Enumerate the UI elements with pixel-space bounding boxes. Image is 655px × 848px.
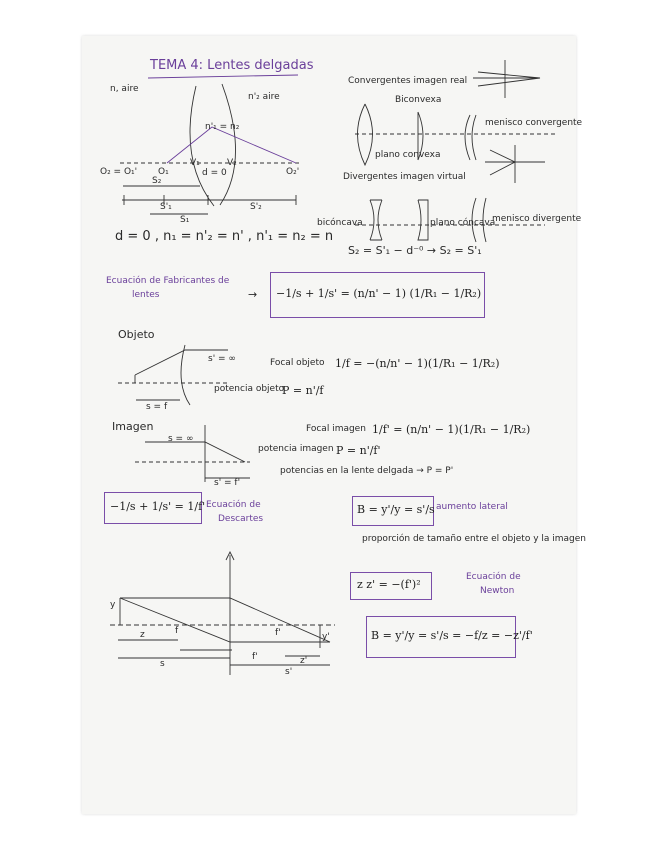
biconvex-label: Biconvexa [395,95,442,105]
point-v1: V₁ [190,158,200,168]
power-object-formula: P = n'/f [282,384,324,397]
bottom-ray-2 [120,598,330,642]
image-sprime-eq: s' = f' [214,478,241,488]
biconcave-lens [370,200,382,240]
d-label: d = 0 [202,168,227,178]
planoconvex-label: plano convexa [375,150,441,160]
lateral-note: proporción de tamaño entre el objeto y la imagen [362,534,586,544]
power-image-label: potencia imagen [258,444,334,454]
object-s-eq: s = f [146,402,168,412]
label-s-prime: s' [285,667,293,677]
power-image-formula: P = n'/f' [336,444,381,457]
focal-image-formula: 1/f' = (n/n' − 1)(1/R₁ − 1/R₂) [372,423,531,436]
planoconcave-label: plano cóncava [430,218,496,228]
newton-formula: z z' = −(f')² [357,578,421,591]
meniscus-diverging-label: menisco divergente [492,214,582,224]
n2-label: n'₂ aire [248,92,280,102]
point-v2: V₂ [227,158,237,168]
point-o2-prime: O₂' [286,167,300,177]
focal-object-formula: 1/f = −(n/n' − 1)(1/R₁ − 1/R₂) [335,357,500,370]
thin-lens-note: potencias en la lente delgada → P = P' [280,466,454,476]
biconvex-lens [358,104,373,165]
lens-index-label: n'₁ = n₂ [205,122,240,132]
s1-label: S₁ [180,215,190,225]
meniscus-lens [465,115,476,160]
descartes-label-2: Descartes [218,514,264,524]
point-o1: O₁ [158,167,169,177]
label-y: y [110,600,116,610]
s2-prime-label: S'₂ [250,202,262,212]
power-object-label: potencia objeto [214,384,285,394]
lens-surface-2 [190,86,214,206]
point-o2: O₂ = O₁' [100,167,138,177]
bottom-ray-1 [120,598,330,642]
descartes-label-1: Ecuación de [206,500,261,510]
n1-label: n, aire [110,84,139,94]
label-s-prime-top: f' [252,652,258,662]
label-f-prime: f' [275,628,281,638]
lens-surface-1 [220,84,236,205]
focal-object-label: Focal objeto [270,358,325,368]
object-lens [181,345,190,405]
object-label: Objeto [118,328,155,341]
title-underline [148,75,298,78]
label-s: s [160,659,165,669]
biconcave-label: bicóncava [317,218,363,228]
converging-sketch [473,60,540,98]
label-z-prime: z' [300,656,308,666]
condition-text: d = 0 , n₁ = n'₂ = n' , n'₁ = n₂ = n [115,229,334,244]
converging-title: Convergentes imagen real [348,76,468,86]
s1-prime-label: S'₁ [160,202,172,212]
lateral-label: aumento lateral [436,502,508,512]
lensmaker-formula: −1/s + 1/s' = (n/n' − 1) (1/R₁ − 1/R₂) [276,287,482,300]
lateral-formula: B = y'/y = s'/s [357,503,435,516]
image-s-eq: s = ∞ [168,434,194,444]
arrow-icon: → [248,288,258,301]
meniscus-converging-label: menisco convergente [485,118,583,128]
beta-formula: B = y'/y = s'/s = −f/z = −z'/f' [371,629,533,642]
label-f: f [175,626,179,636]
label-z: z [140,630,145,640]
diverging-title: Divergentes imagen virtual [343,172,466,182]
s-relation: S₂ = S'₁ − d⁻⁰ → S₂ = S'₁ [348,244,482,257]
planoconcave-lens [418,200,428,240]
s2-label: S₂ [152,176,162,186]
image-label: Imagen [112,420,154,433]
lensmaker-label-1: Ecuación de Fabricantes de [106,276,230,286]
image-ray [145,442,245,462]
lensmaker-label-2: lentes [132,290,160,300]
diverging-sketch [485,145,545,183]
descartes-formula: −1/s + 1/s' = 1/f' [110,500,206,513]
object-sprime: s' = ∞ [208,354,236,364]
newton-label-2: Newton [480,586,515,596]
label-y-prime: y' [322,632,330,642]
page-title: TEMA 4: Lentes delgadas [150,58,314,73]
focal-image-label: Focal imagen [306,424,366,434]
newton-label-1: Ecuación de [466,572,521,582]
